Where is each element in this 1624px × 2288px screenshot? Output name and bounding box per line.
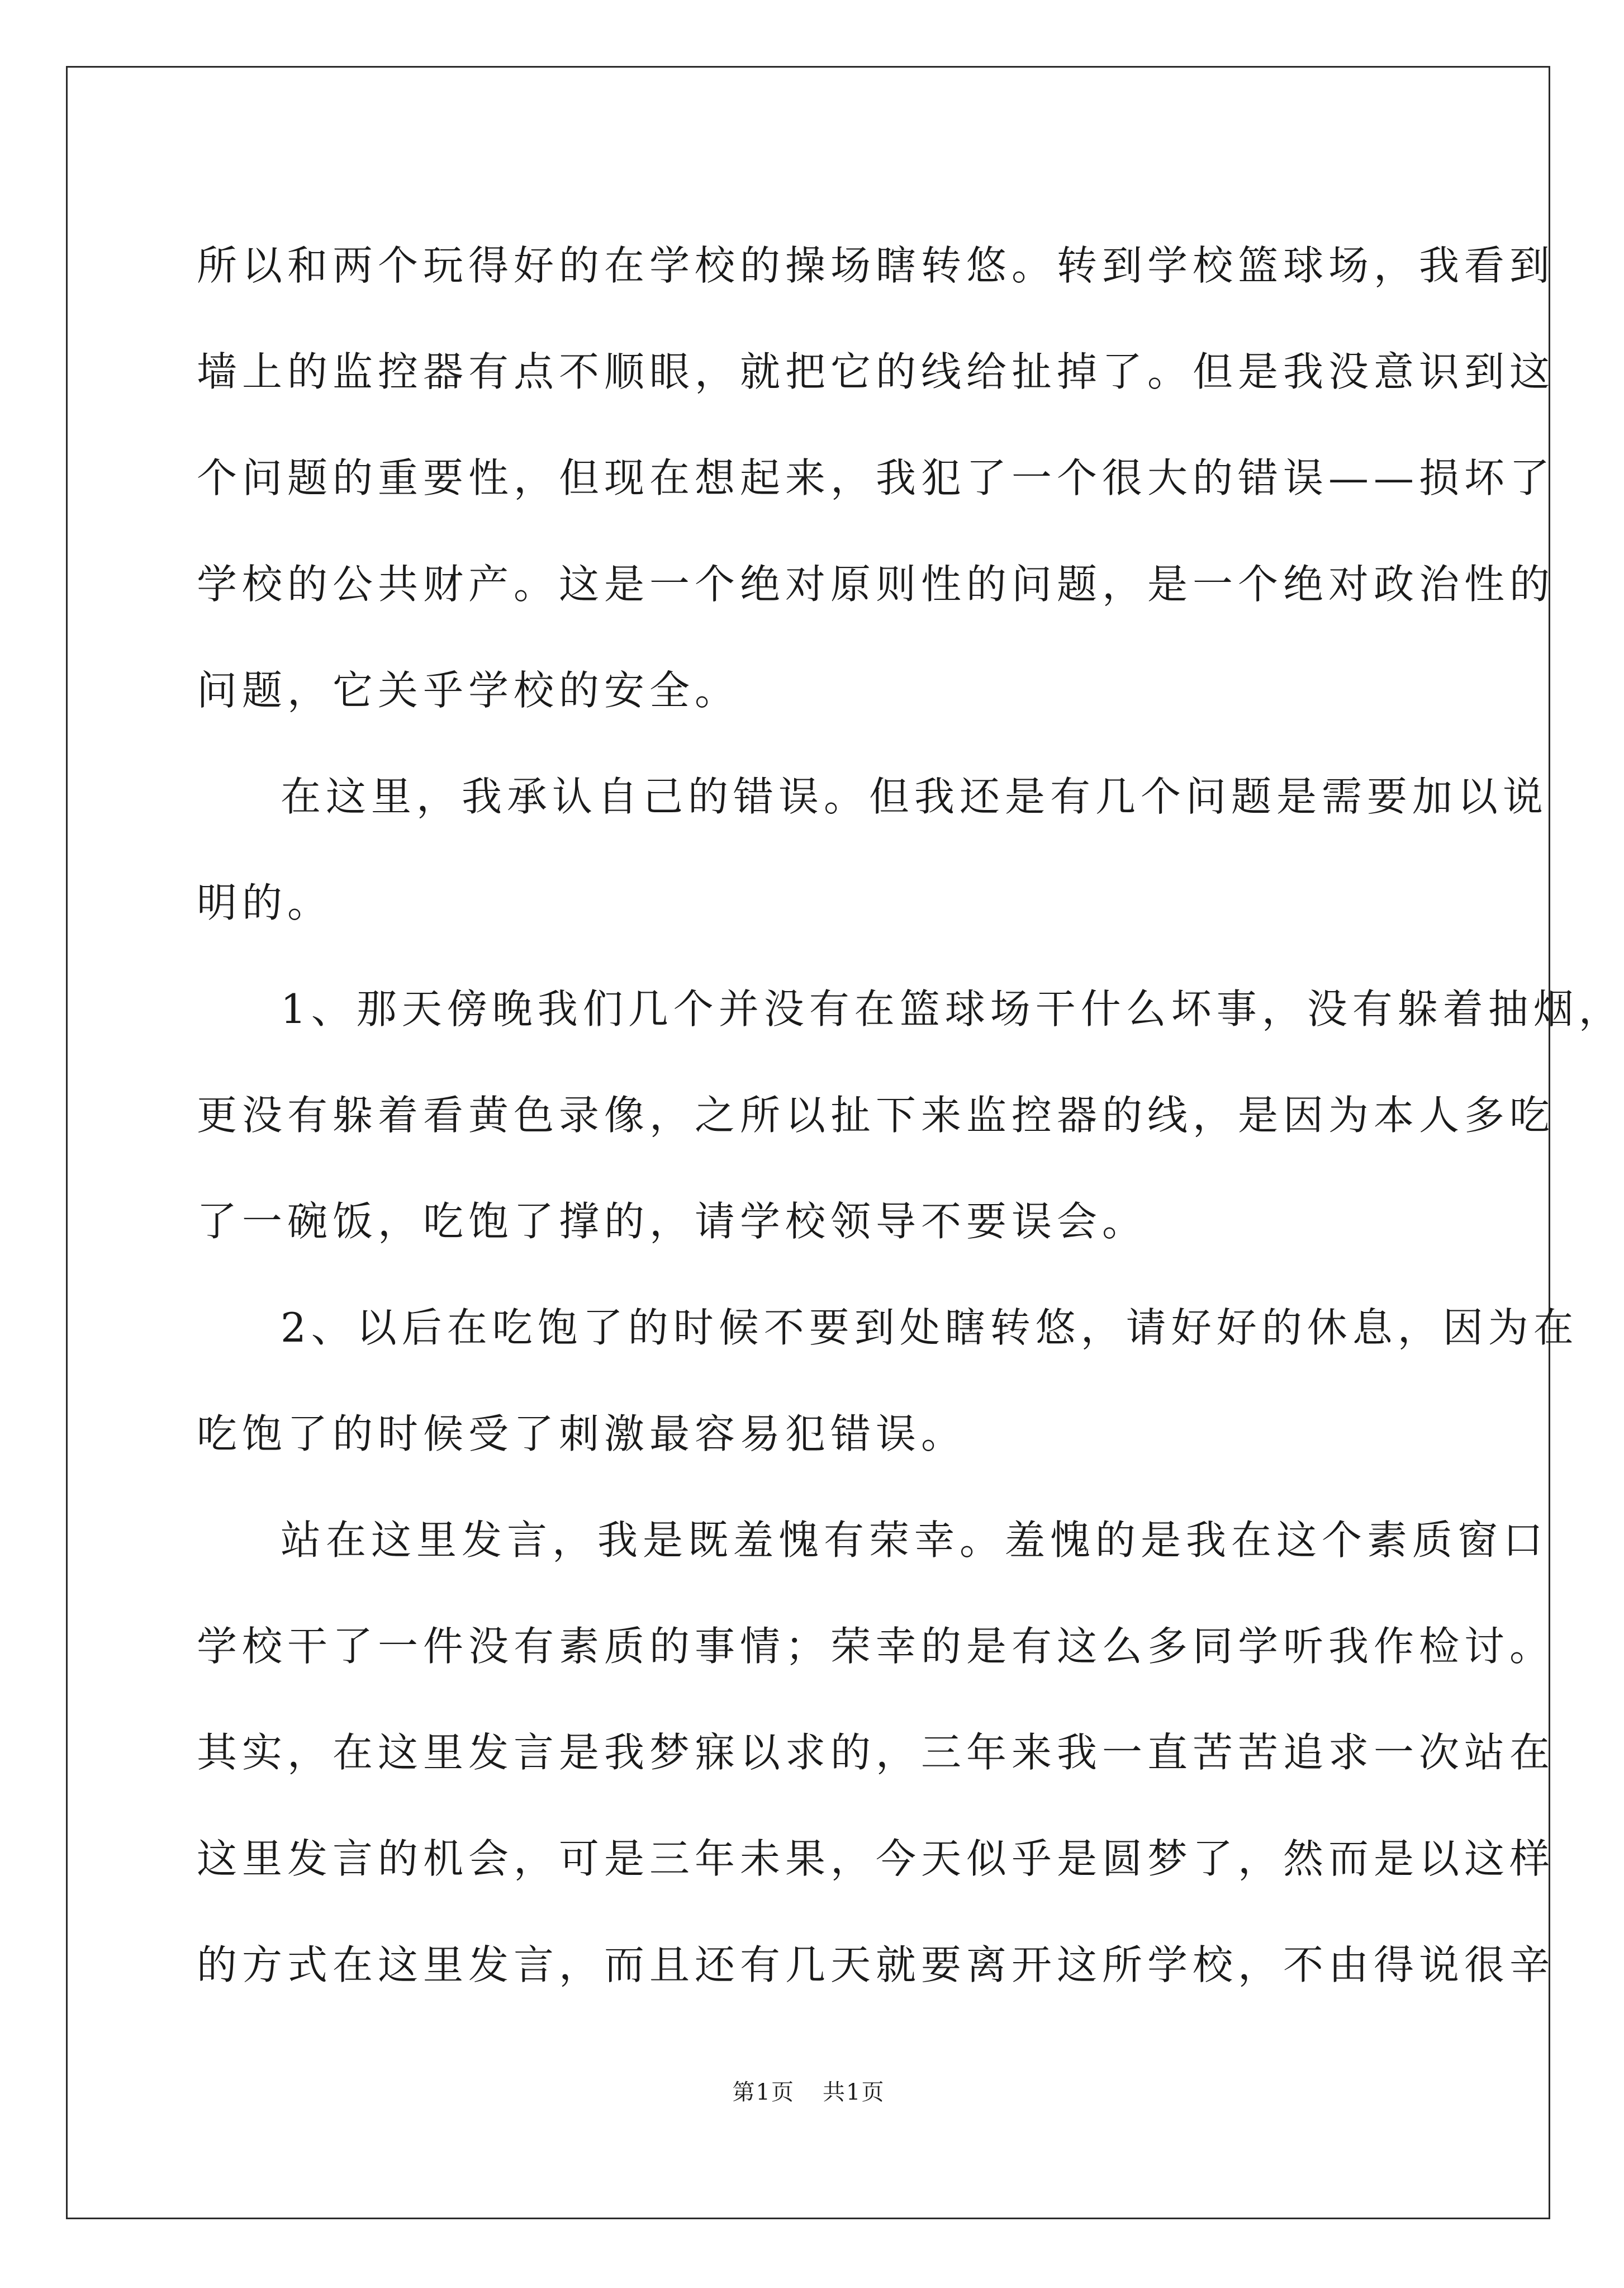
- text-line: 更没有躲着看黄色录像，之所以扯下来监控器的线，是因为本人多吃: [197, 1092, 1555, 1139]
- text-line: 学校的公共财产。这是一个绝对原则性的问题，是一个绝对政治性的: [197, 561, 1555, 608]
- text-line: 学校干了一件没有素质的事情；荣幸的是有这么多同学听我作检讨。: [197, 1623, 1555, 1670]
- document-body: [197, 212, 1624, 2018]
- text-line: 明的。: [197, 879, 333, 926]
- paragraph-start-line: 1、那天傍晚我们几个并没有在篮球场干什么坏事，没有躲着抽烟，: [281, 986, 1624, 1032]
- text-line: 所以和两个玩得好的在学校的操场瞎转悠。转到学校篮球场，我看到: [197, 242, 1555, 289]
- text-line: 个问题的重要性，但现在想起来，我犯了一个很大的错误——损坏了: [197, 454, 1555, 501]
- paragraph-start-line: 2、以后在吃饱了的时候不要到处瞎转悠，请好好的休息，因为在: [281, 1304, 1579, 1351]
- text-line: 的方式在这里发言，而且还有几天就要离开这所学校，不由得说很辛: [197, 1941, 1555, 1988]
- text-line: 墙上的监控器有点不顺眼，就把它的线给扯掉了。但是我没意识到这: [197, 348, 1555, 395]
- page-number: 第1页: [732, 2079, 795, 2105]
- text-line: 吃饱了的时候受了刺激最容易犯错误。: [197, 1410, 967, 1457]
- page-footer: [0, 2077, 1617, 2108]
- text-line: 了一碗饭，吃饱了撑的，请学校领导不要误会。: [197, 1198, 1148, 1245]
- page-total: 共1页: [823, 2079, 885, 2105]
- text-line: 这里发言的机会，可是三年未果，今天似乎是圆梦了，然而是以这样: [197, 1835, 1555, 1882]
- paragraph-start-line: 在这里，我承认自己的错误。但我还是有几个问题是需要加以说: [281, 773, 1549, 820]
- paragraph-start-line: 站在这里发言，我是既羞愧有荣幸。羞愧的是我在这个素质窗口: [281, 1517, 1549, 1564]
- text-line: 问题，它关乎学校的安全。: [197, 667, 740, 714]
- text-line: 其实，在这里发言是我梦寐以求的，三年来我一直苦苦追求一次站在: [197, 1729, 1555, 1776]
